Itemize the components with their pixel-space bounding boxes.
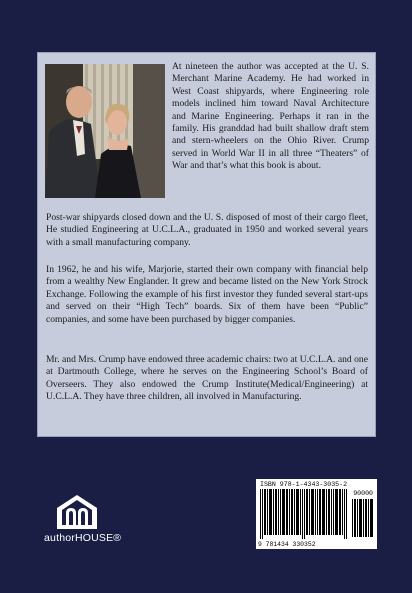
author-bio-panel xyxy=(37,52,376,437)
publisher-name: authorHOUSE® xyxy=(44,532,122,544)
price-code: 90000 xyxy=(353,490,373,497)
author-photo xyxy=(45,64,165,198)
publisher-logo xyxy=(44,494,134,554)
authorhouse-logo-icon xyxy=(56,494,98,530)
bio-paragraph-1: At nineteen the author was accepted at the U. S. Merchant Marine Academy. He had worked in West Coast shipyards, where Engineering role models inclined him toward Naval Architecture and Marine Engineering. Perhaps it ran in the family. His granddad had built shallow draft stem and stern-wheelers on the Ohio River. Crump served in World War II in all three “Theaters” of War and that’s what this book is about. xyxy=(172,61,369,172)
barcode-bars xyxy=(260,489,350,539)
bio-paragraph-2: Post-war shipyards closed down and the U. S. disposed of most of their cargo fleet, He studied Engineering at U.C.L.A., graduated in 1950 and worked several years with a small manufacturing company. xyxy=(46,212,368,248)
addon-barcode-bars xyxy=(352,499,374,537)
isbn-label: ISBN 978-1-4343-3035-2 xyxy=(260,481,348,488)
isbn-digits: 9 781434 330352 xyxy=(258,541,316,548)
bio-paragraph-4: Mr. and Mrs. Crump have endowed three academic chairs: two at U.C.L.A. and one at Dartmouth College, where he serves on the Engineering School’s Board of Overseers. They also endowed the Crump Institute(Medical/Engineering) at U.C.L.A. They have three children, all involved in Manufacturing. xyxy=(46,354,368,403)
bio-paragraph-3: In 1962, he and his wife, Marjorie, started their own company with financial help from a wealthy New Englander. It grew and became listed on the New York Strock Exchange. Following the example of his first investor they funded several start-ups and served on their “High Tech” boards. Six of them have been “Public” companies, and some have been purchased by bigger companies. xyxy=(46,264,368,325)
isbn-barcode xyxy=(256,479,377,549)
